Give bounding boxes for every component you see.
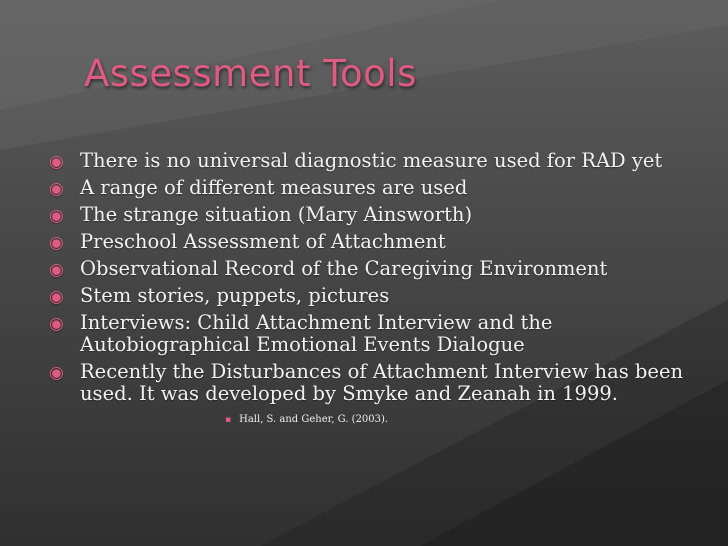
bullet-text: Recently the Disturbances of Attachment Interview has been used. It was developed by Smyke and Zeanah in 1999. xyxy=(80,360,684,405)
bullet-text: Preschool Assessment of Attachment xyxy=(80,230,446,253)
bullet-item xyxy=(44,361,704,405)
sub-bullet-icon: ▪ xyxy=(225,415,232,425)
slide-title: Assessment Tools xyxy=(84,52,417,95)
bullet-list xyxy=(44,150,704,410)
bullet-text: Stem stories, puppets, pictures xyxy=(80,284,390,307)
circled-dot-icon: ◉ xyxy=(49,314,64,334)
circled-dot-icon: ◉ xyxy=(49,152,64,172)
bullet-text: Observational Record of the Caregiving Environment xyxy=(80,257,608,280)
circled-dot-icon: ◉ xyxy=(49,260,64,280)
bullet-text: There is no universal diagnostic measure used for RAD yet xyxy=(80,149,663,172)
bullet-item xyxy=(44,150,704,172)
bullet-item xyxy=(44,177,704,199)
circled-dot-icon: ◉ xyxy=(49,179,64,199)
circled-dot-icon: ◉ xyxy=(49,287,64,307)
circled-dot-icon: ◉ xyxy=(49,206,64,226)
bullet-item xyxy=(44,285,704,307)
circled-dot-icon: ◉ xyxy=(49,233,64,253)
bullet-item xyxy=(44,258,704,280)
bullet-text: Interviews: Child Attachment Interview and the Autobiographical Emotional Events Dialogue xyxy=(80,311,553,356)
bullet-item xyxy=(44,312,704,356)
bullet-item xyxy=(44,204,704,226)
circled-dot-icon: ◉ xyxy=(49,363,64,383)
citation xyxy=(225,414,388,425)
citation-text: Hall, S. and Geher, G. (2003). xyxy=(239,414,389,425)
bullet-text: The strange situation (Mary Ainsworth) xyxy=(80,203,473,226)
bullet-text: A range of different measures are used xyxy=(80,176,468,199)
bullet-item xyxy=(44,231,704,253)
